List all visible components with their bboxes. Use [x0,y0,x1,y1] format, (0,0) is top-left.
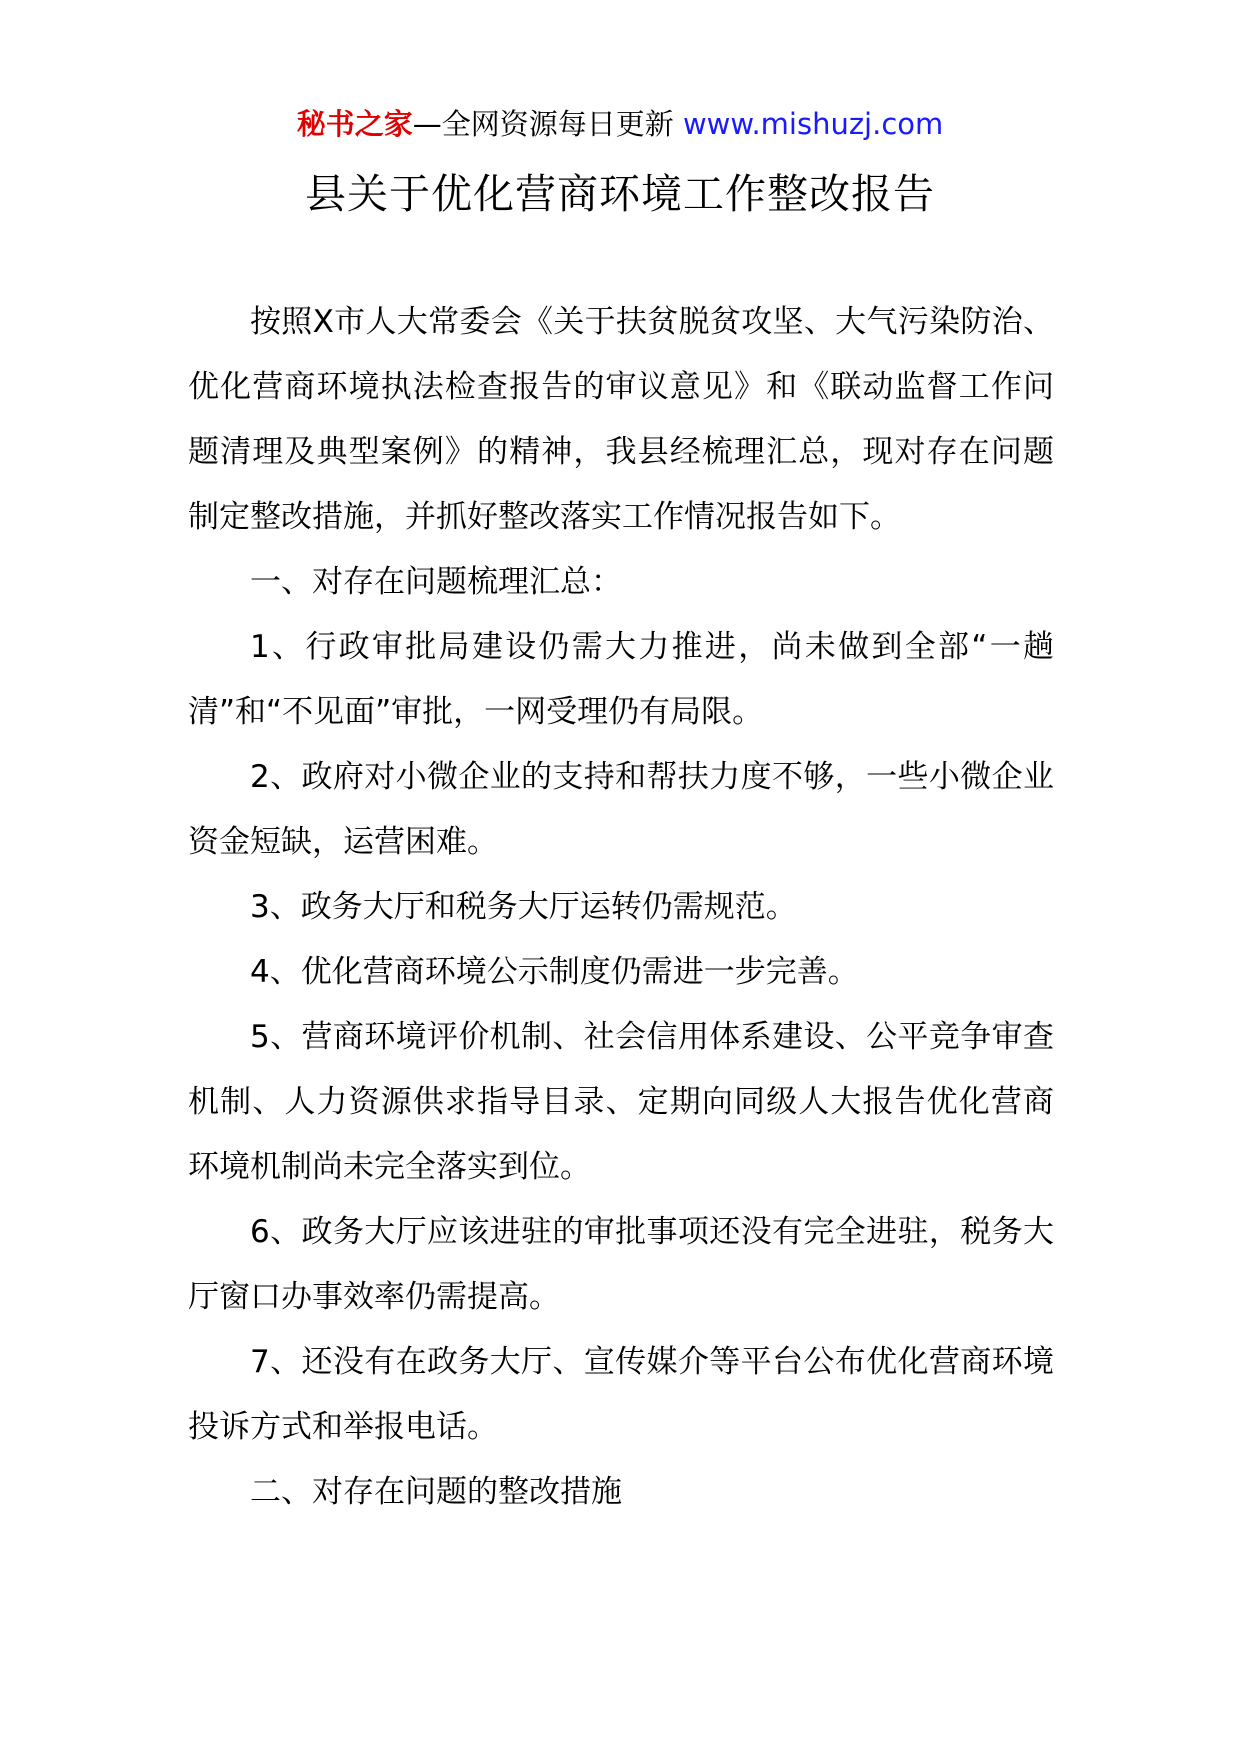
brand-name: 秘书之家 [296,107,413,141]
site-header [0,100,1240,148]
brand-slogan: —全网资源每日更新 [412,107,674,141]
document-body [188,290,1054,1525]
issue-item-2: 2、政府对小微企业的支持和帮扶力度不够，一些小微企业资金短缺，运营困难。 [188,759,1054,860]
issue-item-4: 4、优化营商环境公示制度仍需进一步完善。 [250,954,859,990]
issue-item-1: 1、行政审批局建设仍需大力推进，尚未做到全部“一趟清”和“不见面”审批，一网受理仍有局限。 [188,629,1054,730]
section-heading-2: 二、对存在问题的整改措施 [250,1474,622,1510]
issue-item-7: 7、还没有在政务大厅、宣传媒介等平台公布优化营商环境投诉方式和举报电话。 [188,1344,1054,1445]
issue-item-5: 5、营商环境评价机制、社会信用体系建设、公平竞争审查机制、人力资源供求指导目录、定期向同级人大报告优化营商环境机制尚未完全落实到位。 [188,1019,1054,1185]
site-url-link[interactable]: www.mishuzj.com [682,107,944,141]
section-heading-1: 一、对存在问题梳理汇总： [250,564,622,600]
document-title: 县关于优化营商环境工作整改报告 [305,170,935,218]
issue-item-6: 6、政务大厅应该进驻的审批事项还没有完全进驻，税务大厅窗口办事效率仍需提高。 [188,1214,1054,1315]
issue-item-3: 3、政务大厅和税务大厅运转仍需规范。 [250,889,797,925]
intro-paragraph: 按照X市人大常委会《关于扶贫脱贫攻坚、大气污染防治、优化营商环境执法检查报告的审议意见》和《联动监督工作问题清理及典型案例》的精神，我县经梳理汇总，现对存在问题制定整改措施，并抓好整改落实工作情况报告如下。 [188,304,1054,535]
